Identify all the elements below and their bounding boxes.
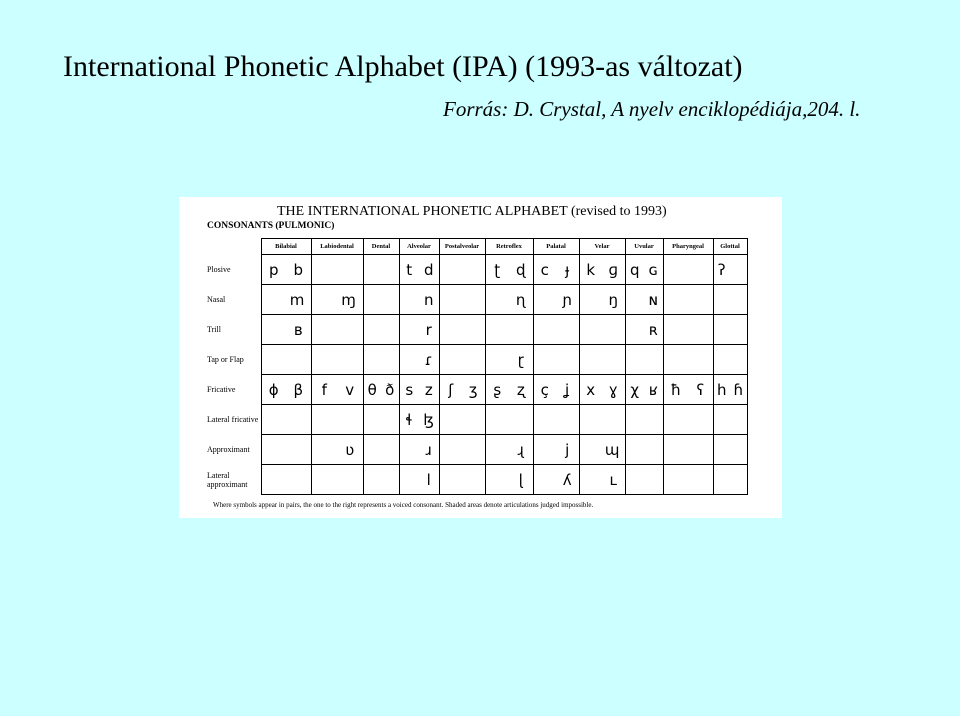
- symbol-pair: [400, 321, 439, 339]
- symbol-cell: [439, 435, 485, 465]
- symbol-cell: [663, 405, 713, 435]
- symbol-cell: [713, 255, 747, 285]
- symbol-cell: [533, 255, 579, 285]
- voiced-symbol: ɣ: [608, 380, 618, 399]
- voiceless-symbol: q: [629, 260, 640, 279]
- voiced-symbol: ʐ: [516, 380, 525, 399]
- header-corner: [205, 239, 261, 255]
- symbol-cell: [261, 285, 311, 315]
- symbol-cell: [311, 435, 363, 465]
- ipa-chart-title: THE INTERNATIONAL PHONETIC ALPHABET (revised to 1993): [277, 204, 667, 219]
- voiced-symbol: j: [565, 440, 570, 459]
- symbol-pair: [580, 471, 625, 489]
- symbol-cell: [663, 255, 713, 285]
- symbol-cell: [663, 435, 713, 465]
- symbol-pair: [262, 291, 311, 309]
- symbol-cell: [533, 435, 579, 465]
- voiceless-symbol: c: [540, 260, 549, 279]
- voiceless-symbol: ɬ: [405, 410, 413, 429]
- column-header: Velar: [579, 239, 625, 255]
- symbol-pair: [626, 381, 663, 399]
- symbol-pair: [400, 261, 439, 279]
- symbol-pair: [400, 441, 439, 459]
- voiceless-symbol: ʂ: [493, 380, 502, 399]
- voiceless-symbol: ʃ: [448, 380, 454, 399]
- voiced-symbol: ɦ: [733, 380, 743, 399]
- voiced-symbol: ʒ: [468, 380, 478, 399]
- symbol-cell: [311, 315, 363, 345]
- voiced-symbol: d: [423, 260, 434, 279]
- voiceless-symbol: p: [268, 260, 279, 279]
- symbol-cell: [533, 345, 579, 375]
- symbol-pair: [312, 441, 363, 459]
- voiceless-symbol: ʈ: [494, 260, 501, 279]
- symbol-cell: [713, 315, 747, 345]
- symbol-cell: [485, 255, 533, 285]
- chart-footnote: Where symbols appear in pairs, the one to the right represents a voiced consonant. Shaded areas denote articulations judged impossible.: [213, 501, 594, 509]
- symbol-cell: [579, 315, 625, 345]
- symbol-cell: [485, 405, 533, 435]
- voiced-symbol: ʕ: [696, 380, 705, 399]
- row-label: Plosive: [205, 255, 261, 285]
- symbol-cell: [363, 465, 399, 495]
- symbol-cell: [261, 375, 311, 405]
- symbol-cell: [399, 285, 439, 315]
- symbol-pair: [262, 381, 311, 399]
- symbol-pair: [580, 381, 625, 399]
- symbol-pair: [400, 411, 439, 429]
- table-row: [205, 285, 747, 315]
- symbol-pair: [534, 441, 579, 459]
- ipa-chart-image: [179, 197, 782, 518]
- symbol-cell: [533, 315, 579, 345]
- symbol-pair: [486, 381, 533, 399]
- symbol-cell: [399, 375, 439, 405]
- symbol-cell: [579, 465, 625, 495]
- consonant-table: [205, 238, 748, 495]
- voiced-symbol: ɾ: [424, 350, 433, 369]
- voiced-symbol: ɢ: [648, 260, 658, 279]
- symbol-cell: [311, 345, 363, 375]
- symbol-cell: [533, 465, 579, 495]
- column-header: Uvular: [625, 239, 663, 255]
- voiced-symbol: ɟ: [565, 260, 570, 279]
- column-header: Glottal: [713, 239, 747, 255]
- column-header: Retroflex: [485, 239, 533, 255]
- page-title: International Phonetic Alphabet (IPA) (1993-as változat): [63, 50, 743, 83]
- symbol-cell: [399, 405, 439, 435]
- symbol-cell: [485, 375, 533, 405]
- voiced-symbol: ɭ: [518, 470, 523, 489]
- symbol-pair: [486, 441, 533, 459]
- symbol-pair: [534, 381, 579, 399]
- row-label: Approximant: [205, 435, 261, 465]
- symbol-pair: [714, 381, 747, 399]
- symbol-cell: [363, 375, 399, 405]
- symbol-cell: [363, 255, 399, 285]
- symbol-pair: [580, 261, 625, 279]
- symbol-cell: [625, 255, 663, 285]
- symbol-cell: [663, 465, 713, 495]
- symbol-cell: [533, 405, 579, 435]
- symbol-cell: [399, 465, 439, 495]
- voiced-symbol: ʀ: [648, 320, 658, 339]
- column-header: Dental: [363, 239, 399, 255]
- table-row: [205, 345, 747, 375]
- symbol-pair: [626, 321, 663, 339]
- voiced-symbol: ʎ: [562, 470, 572, 489]
- table-row: [205, 405, 747, 435]
- symbol-cell: [311, 285, 363, 315]
- table-row: [205, 435, 747, 465]
- symbol-cell: [625, 405, 663, 435]
- voiced-symbol: ʁ: [648, 380, 658, 399]
- voiceless-symbol: f: [321, 380, 327, 399]
- symbol-cell: [485, 345, 533, 375]
- voiced-symbol: ɡ: [608, 260, 619, 279]
- voiced-symbol: ɖ: [515, 260, 526, 279]
- symbol-cell: [363, 315, 399, 345]
- symbol-cell: [579, 345, 625, 375]
- voiced-symbol: ʟ: [609, 470, 618, 489]
- symbol-cell: [485, 465, 533, 495]
- voiced-symbol: ð: [385, 380, 395, 399]
- voiceless-symbol: k: [586, 260, 596, 279]
- column-header: Palatal: [533, 239, 579, 255]
- symbol-cell: [663, 285, 713, 315]
- symbol-pair: [486, 261, 533, 279]
- symbol-cell: [579, 375, 625, 405]
- voiced-symbol: ŋ: [608, 290, 618, 309]
- column-header: Labiodental: [311, 239, 363, 255]
- row-label: Tap or Flap: [205, 345, 261, 375]
- table-row: [205, 465, 747, 495]
- voiced-symbol: ɮ: [423, 410, 434, 429]
- voiced-symbol: b: [293, 260, 304, 279]
- table-row: [205, 255, 747, 285]
- symbol-cell: [485, 315, 533, 345]
- symbol-cell: [439, 255, 485, 285]
- source-citation: Forrás: D. Crystal, A nyelv enciklopédiája,204. l.: [443, 97, 861, 121]
- table-row: [205, 375, 747, 405]
- consonant-table-body: [205, 255, 747, 495]
- symbol-cell: [399, 255, 439, 285]
- symbol-cell: [363, 345, 399, 375]
- symbol-pair: [580, 291, 625, 309]
- symbol-cell: [311, 465, 363, 495]
- symbol-cell: [713, 465, 747, 495]
- symbol-pair: [400, 471, 439, 489]
- symbol-pair: [534, 471, 579, 489]
- symbol-pair: [364, 381, 399, 399]
- symbol-cell: [579, 285, 625, 315]
- symbol-pair: [312, 381, 363, 399]
- symbol-pair: [486, 291, 533, 309]
- voiced-symbol: β: [293, 380, 304, 399]
- symbol-cell: [363, 405, 399, 435]
- voiceless-symbol: χ: [630, 380, 640, 399]
- symbol-pair: [262, 261, 311, 279]
- symbol-cell: [485, 285, 533, 315]
- symbol-cell: [713, 375, 747, 405]
- voiced-symbol: l: [426, 470, 431, 489]
- symbol-cell: [399, 315, 439, 345]
- symbol-cell: [439, 465, 485, 495]
- symbol-cell: [261, 465, 311, 495]
- symbol-cell: [439, 375, 485, 405]
- symbol-pair: [580, 441, 625, 459]
- symbol-pair: [400, 291, 439, 309]
- voiced-symbol: n: [423, 290, 434, 309]
- symbol-cell: [579, 435, 625, 465]
- symbol-pair: [714, 261, 747, 279]
- symbol-cell: [439, 315, 485, 345]
- symbol-pair: [400, 351, 439, 369]
- row-label: Lateral approximant: [205, 465, 261, 495]
- voiced-symbol: r: [425, 320, 432, 339]
- symbol-pair: [312, 291, 363, 309]
- symbol-pair: [440, 381, 485, 399]
- symbol-cell: [439, 285, 485, 315]
- symbol-cell: [399, 345, 439, 375]
- symbol-cell: [625, 465, 663, 495]
- row-label: Nasal: [205, 285, 261, 315]
- symbol-cell: [663, 375, 713, 405]
- voiced-symbol: ɱ: [341, 290, 356, 309]
- voiced-symbol: ɽ: [517, 350, 524, 369]
- symbol-cell: [625, 435, 663, 465]
- table-row: [205, 315, 747, 345]
- symbol-cell: [713, 435, 747, 465]
- voiceless-symbol: ħ: [670, 380, 682, 399]
- symbol-cell: [311, 405, 363, 435]
- symbol-cell: [261, 255, 311, 285]
- row-label: Fricative: [205, 375, 261, 405]
- symbol-pair: [534, 291, 579, 309]
- voiceless-symbol: ʔ: [717, 260, 726, 279]
- symbol-pair: [262, 321, 311, 339]
- symbol-cell: [261, 435, 311, 465]
- symbol-cell: [533, 375, 579, 405]
- symbol-cell: [261, 315, 311, 345]
- voiced-symbol: ɹ: [425, 440, 432, 459]
- voiceless-symbol: ɸ: [268, 380, 279, 399]
- voiced-symbol: ʝ: [565, 380, 570, 399]
- symbol-pair: [534, 261, 579, 279]
- voiced-symbol: m: [289, 290, 305, 309]
- symbol-pair: [486, 351, 533, 369]
- voiced-symbol: ʙ: [293, 320, 303, 339]
- column-header: Pharyngeal: [663, 239, 713, 255]
- voiceless-symbol: t: [406, 260, 413, 279]
- voiceless-symbol: h: [716, 380, 727, 399]
- symbol-cell: [399, 435, 439, 465]
- symbol-cell: [311, 375, 363, 405]
- symbol-cell: [261, 405, 311, 435]
- symbol-cell: [625, 345, 663, 375]
- symbol-cell: [579, 405, 625, 435]
- column-header: Postalveolar: [439, 239, 485, 255]
- symbol-cell: [625, 315, 663, 345]
- symbol-pair: [626, 291, 663, 309]
- symbol-cell: [625, 285, 663, 315]
- symbol-cell: [439, 405, 485, 435]
- row-label: Lateral fricative: [205, 405, 261, 435]
- voiced-symbol: ʋ: [345, 440, 355, 459]
- row-label: Trill: [205, 315, 261, 345]
- symbol-cell: [439, 345, 485, 375]
- symbol-cell: [713, 285, 747, 315]
- symbol-cell: [579, 255, 625, 285]
- symbol-cell: [533, 285, 579, 315]
- symbol-cell: [363, 435, 399, 465]
- symbol-pair: [626, 261, 663, 279]
- column-header: Alveolar: [399, 239, 439, 255]
- symbol-cell: [713, 345, 747, 375]
- symbol-cell: [485, 435, 533, 465]
- symbol-cell: [311, 255, 363, 285]
- symbol-cell: [663, 345, 713, 375]
- voiced-symbol: ɻ: [517, 440, 524, 459]
- column-header: Bilabial: [261, 239, 311, 255]
- ipa-chart-subtitle: CONSONANTS (PULMONIC): [207, 221, 335, 231]
- symbol-cell: [713, 405, 747, 435]
- voiceless-symbol: s: [405, 380, 414, 399]
- symbol-pair: [664, 381, 713, 399]
- symbol-cell: [625, 375, 663, 405]
- voiceless-symbol: θ: [367, 380, 377, 399]
- voiced-symbol: ɲ: [562, 290, 573, 309]
- voiceless-symbol: ç: [540, 380, 549, 399]
- voiced-symbol: z: [424, 380, 433, 399]
- voiced-symbol: v: [345, 380, 355, 399]
- voiced-symbol: ɴ: [648, 290, 658, 309]
- voiceless-symbol: x: [586, 380, 596, 399]
- symbol-pair: [400, 381, 439, 399]
- symbol-cell: [363, 285, 399, 315]
- voiced-symbol: ɳ: [515, 290, 526, 309]
- voiced-symbol: ɰ: [604, 440, 620, 459]
- symbol-cell: [663, 315, 713, 345]
- symbol-cell: [261, 345, 311, 375]
- symbol-pair: [486, 471, 533, 489]
